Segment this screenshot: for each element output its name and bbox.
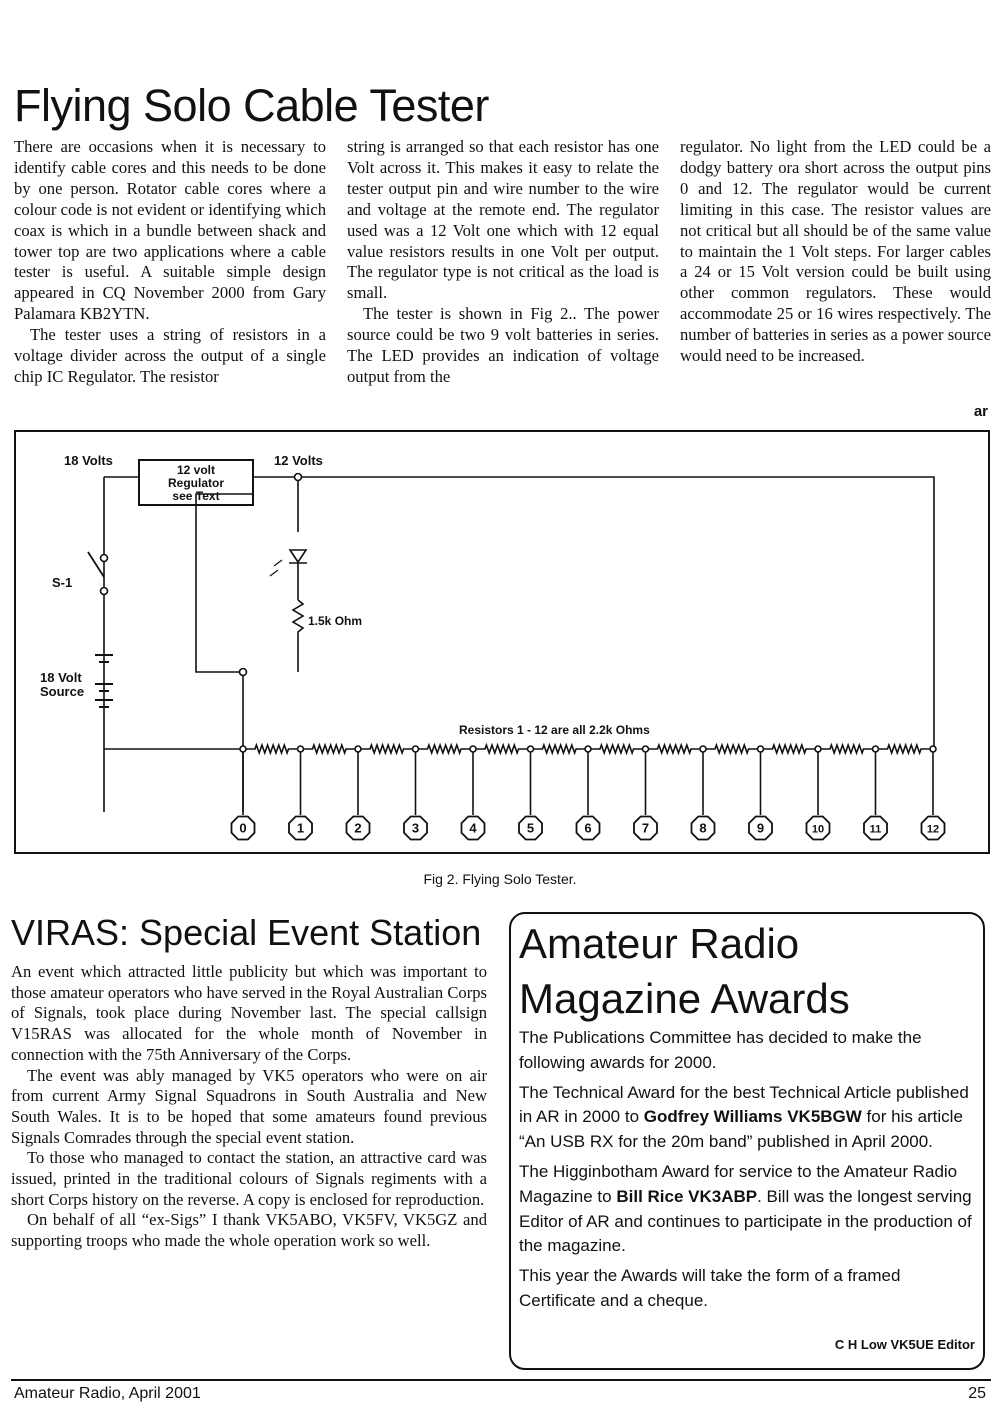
output-terminal-label: 0 — [239, 820, 247, 836]
article-paragraph: string is arranged so that each resistor has one Volt across it. This makes it easy to relate the tester output pin and wire number to the wire and voltage at the remote end. The regulator used was a 12 Volt one which with 12 equal value resistors results in one Volt per output. The regulator type is not critical as the load is small. — [347, 137, 659, 303]
resistor-node — [413, 746, 419, 752]
viras-paragraph: On behalf of all “ex-Sigs” I thank VK5ABO, VK5FV, VK5GZ and supporting troops who made the whole operation work so well. — [11, 1210, 487, 1251]
awards-paragraph: The Publications Committee has decided to make the following awards for 2000. — [519, 1028, 922, 1072]
resistor-node — [930, 746, 936, 752]
output-terminal-label: 7 — [641, 820, 650, 836]
regulator-label: 12 volt — [176, 463, 216, 477]
output-terminal-label: 3 — [411, 820, 420, 836]
awards-text: for his article “An USB RX for the 20m band” published in April 2000. — [519, 1107, 963, 1152]
awards-title-line: Amateur Radio — [519, 920, 800, 967]
led-icon — [290, 550, 306, 562]
viras-title: VIRAS: Special Event Station — [11, 912, 482, 953]
article-paragraph: The tester is shown in Fig 2.. The power source could be two 9 volt batteries in series. The LED provides an indication of voltage output from the — [347, 304, 659, 386]
resistor-node — [240, 746, 246, 752]
viras-body — [11, 962, 487, 1252]
viras-paragraph: The event was ably managed by VK5 operators who were on air from current Army Signal Squadrons in South Australia and New South Wales. It is to be hoped that some amateurs found previous Signals Comrades through the special event station. — [11, 1065, 487, 1147]
award-recipient: Bill Rice VK3ABP — [616, 1186, 758, 1206]
article-column-3 — [680, 137, 991, 412]
output-terminal-label: 12 — [926, 823, 940, 836]
article-paragraph: There are occasions when it is necessary to identify cable cores and this needs to be done by one person. Rotator cable cores where a colour code is not evident or identifying which coax is which in a bundle between shack and tower top are two applications where a cable tester is useful. A suitable simple design appeared in CQ November 2000 from Gary Palamara KB2YTN. — [14, 137, 326, 324]
resistor-node — [470, 746, 476, 752]
output-terminal-label: 1 — [296, 820, 305, 836]
switch-label: S-1 — [52, 575, 73, 590]
footer-rule — [11, 1379, 991, 1381]
awards-signature: C H Low VK5UE Editor — [834, 1337, 975, 1353]
resistor-1k5-icon — [293, 600, 303, 672]
awards-paragraph — [519, 1081, 973, 1155]
awards-paragraph: This year the Awards will take the form of a framed Certificate and a cheque. — [519, 1266, 901, 1310]
resistor-node — [758, 746, 764, 752]
article-body — [14, 137, 991, 412]
regulator-label: Regulator — [167, 476, 225, 490]
output-terminal-label: 5 — [526, 820, 535, 836]
output-terminals — [232, 746, 945, 840]
output-terminal-label: 8 — [699, 820, 707, 836]
awards-paragraph — [519, 1160, 973, 1259]
resistor-node — [585, 746, 591, 752]
output-terminal-label: 9 — [756, 820, 765, 836]
resistors-note: Resistors 1 - 12 are all 2.2k Ohms — [459, 723, 650, 737]
resistor-node — [528, 746, 534, 752]
label-12-volts: 12 Volts — [274, 453, 323, 468]
output-terminal-label: 4 — [469, 820, 477, 836]
figure-caption: Fig 2. Flying Solo Tester. — [423, 871, 577, 887]
article-paragraph: regulator. No light from the LED could be a dodgy battery ora short across the output pins 0 and 12. The regulator would be current limiting in this case. The resistor values are not critical but all should be of the same value to maintain the 1 Volt steps. For larger cables a 24 or 15 Volt version could be built using other common regulators. These would accommodate 25 or 16 wires respectively. The number of batteries in series as a power source would need to be increased. — [680, 137, 991, 366]
output-terminal-label: 10 — [811, 823, 825, 836]
article-end-mark: ar — [973, 403, 988, 420]
resistor-node — [815, 746, 821, 752]
resistor-node — [873, 746, 879, 752]
resistor-node — [700, 746, 706, 752]
awards-text: . Bill was the longest serving Editor of AR and continues to participate in the production of the magazine. — [519, 1186, 972, 1256]
resistor-node — [298, 746, 304, 752]
resistor-value-label: 1.5k Ohm — [308, 614, 363, 628]
output-terminal-label: 2 — [354, 820, 362, 836]
circuit-diagram — [14, 430, 990, 854]
awards-box — [509, 912, 985, 1370]
awards-text: The Technical Award for the best Technical Article published in AR in 2000 to — [519, 1082, 969, 1127]
resistor-node — [643, 746, 649, 752]
award-recipient: Godfrey Williams VK5BGW — [643, 1107, 862, 1127]
article-column-2 — [347, 137, 659, 412]
article-column-1 — [14, 137, 326, 412]
viras-paragraph: To those who managed to contact the station, an attractive card was issued, printed in the traditional colours of Signals regiments with a short Corps history on the reverse. A copy is enclosed for reproduction. — [11, 1148, 487, 1209]
circuit-schematic — [16, 432, 988, 852]
article-paragraph: The tester uses a string of resistors in a voltage divider across the output of a single chip IC Regulator. The resistor — [14, 325, 326, 386]
source-label: 18 Volt — [40, 670, 82, 685]
label-18-volts: 18 Volts — [64, 453, 113, 468]
footer-publication: Amateur Radio, April 2001 — [14, 1385, 201, 1402]
output-terminal-label: 11 — [869, 823, 882, 836]
viras-paragraph: An event which attracted little publicity but which was important to those amateur operators who have served in the Royal Australian Corps of Signals, took place during November last. The special callsign V15RAS was allocated for the whole month of November in connection with the 75th Anniversary of the Corps. — [11, 962, 487, 1064]
regulator-label: see Text — [172, 489, 220, 503]
awards-title — [519, 914, 973, 1026]
output-terminal-label: 6 — [584, 820, 592, 836]
resistor-node — [355, 746, 361, 752]
source-label: Source — [40, 684, 85, 699]
article-title: Flying Solo Cable Tester — [14, 80, 489, 131]
footer-page-number: 25 — [968, 1385, 986, 1402]
awards-title-line: Magazine Awards — [519, 975, 850, 1022]
awards-text: The Higginbotham Award for service to the Amateur Radio Magazine to — [519, 1161, 958, 1206]
